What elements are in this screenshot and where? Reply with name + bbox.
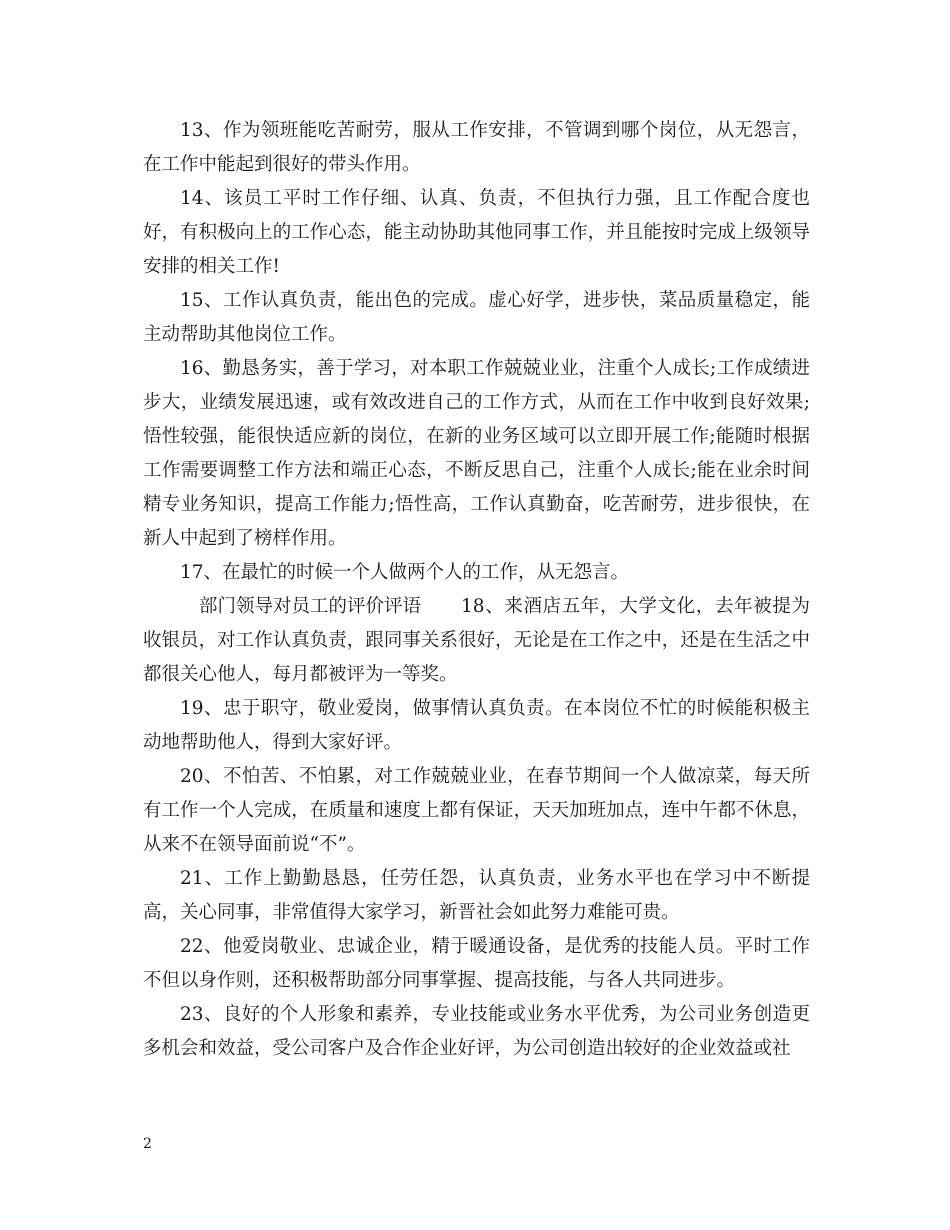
section-heading: 部门领导对员工的评价评语 — [199, 596, 422, 617]
paragraph-13: 13、作为领班能吃苦耐劳，服从工作安排，不管调到哪个岗位，从无怨言，在工作中能起到很好的带头作用。 — [143, 120, 810, 175]
paragraph-20: 20、不怕苦、不怕累，对工作兢兢业业，在春节期间一个人做凉菜，每天所有工作一个人完成，在质量和速度上都有保证，天天加班加点，连中午都不休息，从来不在领导面前说“不”。 — [143, 766, 810, 855]
paragraph-21: 21、工作上勤勤恳恳，任劳任怨，认真负责，业务水平也在学习中不断提高，关心同事，非常值得大家学习，新晋社会如此努力难能可贵。 — [143, 868, 810, 923]
paragraph-17: 17、在最忙的时候一个人做两个人的工作，从无怨言。 — [180, 562, 630, 583]
paragraph-14: 14、该员工平时工作仔细、认真、负责，不但执行力强，且工作配合度也好，有积极向上的工作心态，能主动协助其他同事工作，并且能按时完成上级领导安排的相关工作! — [143, 188, 810, 277]
paragraph-18-text: 18、来酒店五年，大学文化，去年被提为收银员，对工作认真负责，跟同事关系很好，无论是在工作之中，还是在生活之中都很关心他人，每月都被评为一等奖。 — [143, 596, 810, 685]
paragraph-19: 19、忠于职守，敬业爱岗，做事情认真负责。在本岗位不忙的时候能积极主动地帮助他人，得到大家好评。 — [143, 698, 810, 753]
document-body — [143, 114, 810, 1066]
page-number: 2 — [143, 1136, 152, 1152]
paragraph-22: 22、他爱岗敬业、忠诚企业，精于暖通设备，是优秀的技能人员。平时工作不但以身作则，还积极帮助部分同事掌握、提高技能，与各人共同进步。 — [143, 936, 810, 991]
paragraph-18 — [143, 590, 810, 692]
paragraph-15: 15、工作认真负责，能出色的完成。虚心好学，进步快，菜品质量稳定，能主动帮助其他岗位工作。 — [143, 290, 810, 345]
paragraph-23: 23、良好的个人形象和素养，专业技能或业务水平优秀，为公司业务创造更多机会和效益，受公司客户及合作企业好评，为公司创造出较好的企业效益或社 — [143, 1004, 810, 1059]
paragraph-16: 16、勤恳务实，善于学习，对本职工作兢兢业业，注重个人成长;工作成绩进步大，业绩发展迅速，或有效改进自己的工作方式，从而在工作中收到良好效果;悟性较强，能很快适应新的岗位，在新的业务区域可以立即开展工作;能随时根据工作需要调整工作方法和端正心态，不断反思自己，注重个人成长;能在业余时间精专业务知识，提高工作能力;悟性高，工作认真勤奋，吃苦耐劳，进步很快，在新人中起到了榜样作用。 — [143, 358, 810, 549]
